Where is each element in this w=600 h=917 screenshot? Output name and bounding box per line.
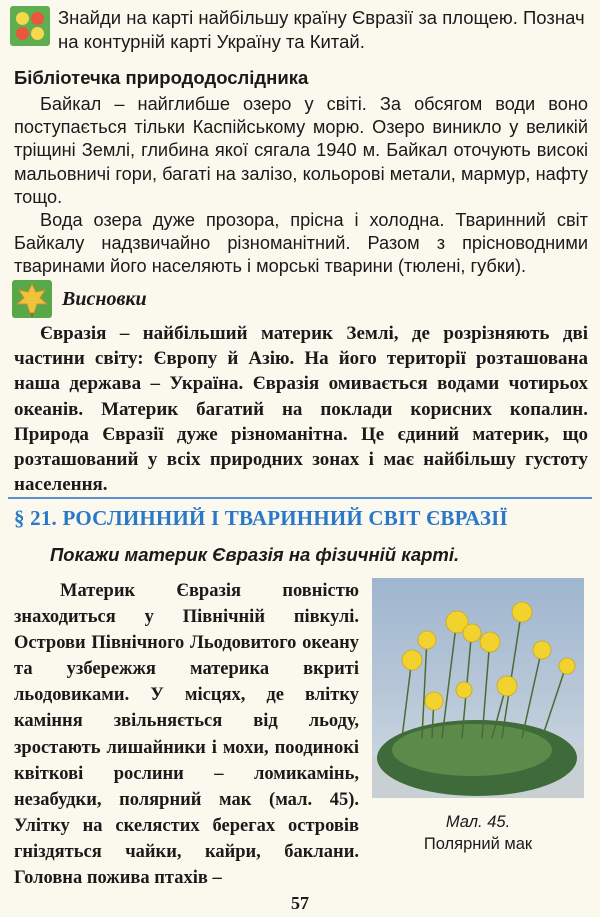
conclusions-title: Висновки <box>62 287 147 310</box>
section-body: Материк Євразія повністю знаходиться у Північній півкулі. Острови Північного Льодовитого океану та узбережжя материка вкриті льодовиками. У місцях, де влітку каміння звільняється від льоду, зростають лишайники і мохи, поодинокі квіткові рослини – ломикамінь, незабудки, полярний мак (мал. 45). Улітку на скелястих берегах островів гніздяться чайки, кайри, баклани. Головна пожива птахів – <box>14 581 359 889</box>
library-paragraph: Байкал – найглибше озеро у світі. За обсягом води воно поступається тільки Каспійському морю. Озеро виникло у великій тріщині Землі, глибина якої сягала 1940 м. Байкал оточують високі мальовничі гори, багаті на залізо, кольорові метали, мармур, нафту тощо. <box>14 94 588 207</box>
task-block <box>10 6 595 54</box>
section-title: § 21. РОСЛИННИЙ І ТВАРИННИЙ СВІТ ЄВРАЗІЇ <box>14 506 508 530</box>
figure-caption-text: Полярний мак <box>423 835 533 853</box>
library-paragraph: Вода озера дуже прозора, прісна і холодна. Тваринний світ Байкалу надзвичайно різноманітний. Разом з прісноводними тваринами його населяють і морські тварини (тюлені, губки). <box>14 210 588 277</box>
map-task-icon <box>10 6 50 46</box>
section-task: Покажи материк Євразія на фізичній карті. <box>50 544 460 565</box>
page-number: 57 <box>291 893 309 913</box>
conclusions-header <box>12 280 147 318</box>
section-divider <box>8 497 592 499</box>
library-title: Бібліотечка природодослідника <box>14 67 309 88</box>
leaf-icon <box>12 280 52 318</box>
polar-poppy-photo <box>372 578 584 798</box>
conclusions-text: Євразія – найбільший материк Землі, де розрізняють дві частини світу: Європу й Азію. На його території розташована наша держава – Україна. Євразія омивається водами чотирьох океанів. Материк багатий на поклади корисних копалин. Природа Євразії дуже різноманітна. Це єдиний материк, що розташований у всіх природних зонах і має найбільшу густоту населення. <box>14 323 588 496</box>
task-text: Знайди на карті найбільшу країну Євразії за площею. Познач на контурній карті Україну та Китай. <box>58 7 585 52</box>
figure-number: Мал. 45. <box>445 813 511 831</box>
library-body <box>14 93 588 279</box>
figure-caption <box>372 811 584 855</box>
